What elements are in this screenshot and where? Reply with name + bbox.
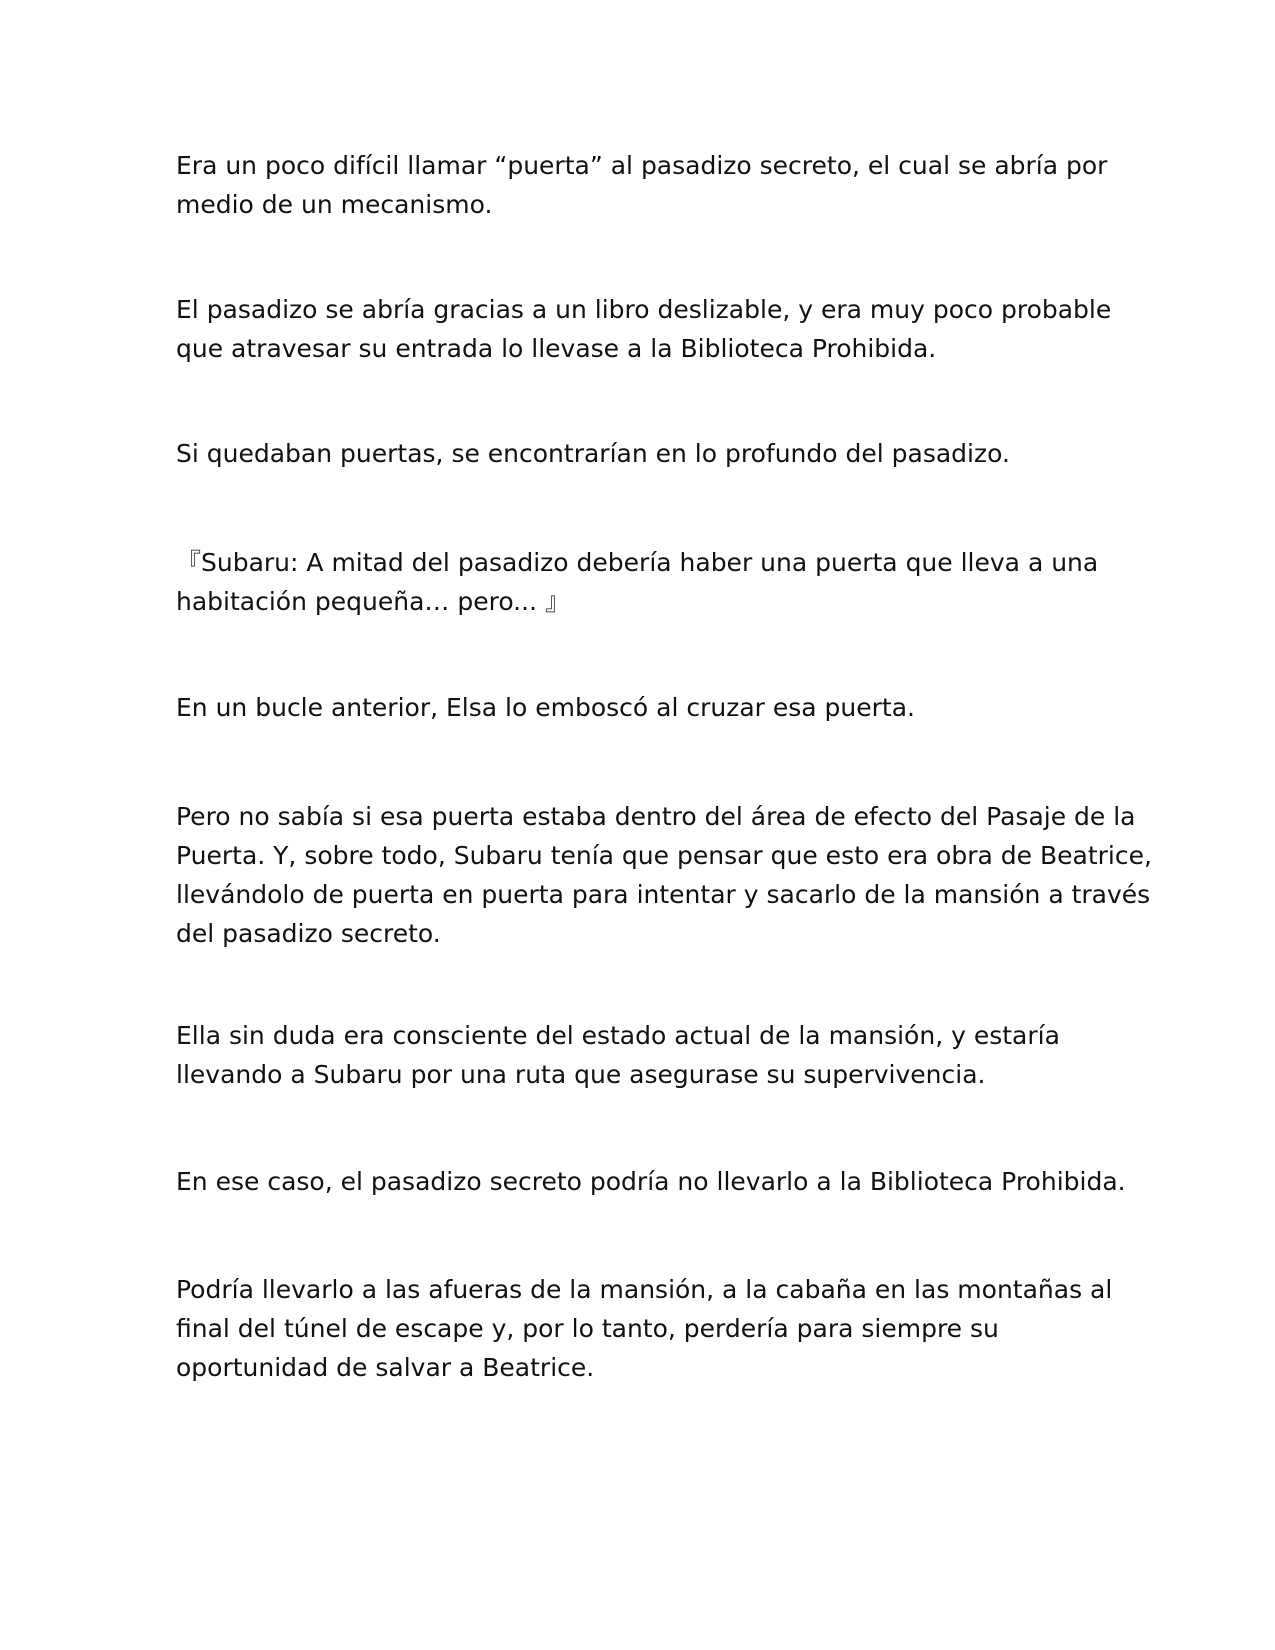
paragraph-6 [176, 797, 1152, 953]
text-line: final del túnel de escape y, por lo tanto, perdería para siempre su [176, 1314, 999, 1343]
text-line: 『Subaru: A mitad del pasadizo debería haber una puerta que lleva a una [176, 548, 1099, 577]
text-line: En ese caso, el pasadizo secreto podría no llevarlo a la Biblioteca Prohibida. [176, 1167, 1126, 1196]
text-line: Ella sin duda era consciente del estado actual de la mansión, y estaría [176, 1021, 1060, 1050]
text-line: llevándolo de puerta en puerta para intentar y sacarlo de la mansión a través [176, 880, 1151, 909]
text-line: Puerta. Y, sobre todo, Subaru tenía que pensar que esto era obra de Beatrice, [176, 841, 1152, 870]
paragraph-1 [176, 146, 1116, 224]
paragraph-2 [176, 290, 1116, 368]
text-line: Pero no sabía si esa puerta estaba dentro del área de efecto del Pasaje de la [176, 802, 1136, 831]
text-line: llevando a Subaru por una ruta que asegurase su supervivencia. [176, 1060, 986, 1089]
text-line: que atravesar su entrada lo llevase a la Biblioteca Prohibida. [176, 334, 937, 363]
text-line: Era un poco difícil llamar “puerta” al pasadizo secreto, el cual se abría por [176, 151, 1108, 180]
paragraph-4-dialogue [176, 543, 1116, 621]
text-line: Si quedaban puertas, se encontrarían en lo profundo del pasadizo. [176, 439, 1010, 468]
paragraph-8 [176, 1162, 1126, 1201]
paragraph-5 [176, 688, 1116, 727]
text-line: Podría llevarlo a las afueras de la mansión, a la cabaña en las montañas al [176, 1275, 1113, 1304]
text-line: En un bucle anterior, Elsa lo emboscó al cruzar esa puerta. [176, 693, 915, 722]
paragraph-9 [176, 1270, 1116, 1387]
paragraph-3 [176, 434, 1116, 473]
text-line: oportunidad de salvar a Beatrice. [176, 1353, 595, 1382]
text-line: medio de un mecanismo. [176, 190, 493, 219]
paragraph-7 [176, 1016, 1116, 1094]
text-line: El pasadizo se abría gracias a un libro deslizable, y era muy poco probable [176, 295, 1112, 324]
text-line: habitación pequeña… pero... 』 [176, 587, 570, 616]
text-line: del pasadizo secreto. [176, 919, 441, 948]
